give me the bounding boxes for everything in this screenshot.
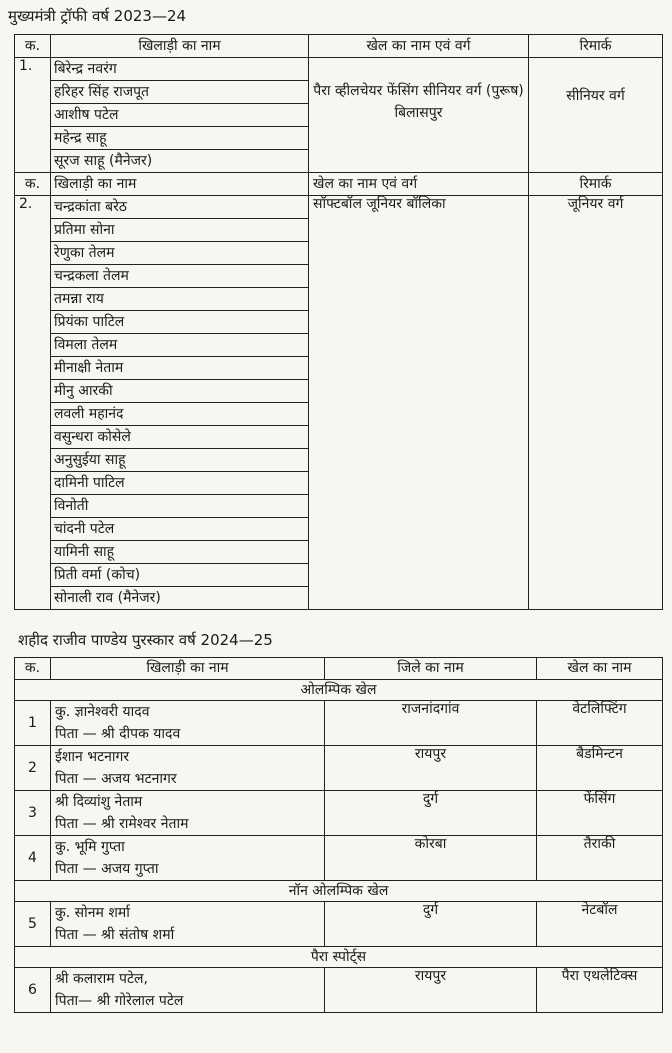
category-label: ओलम्पिक खेल [15, 680, 663, 701]
header-remark: रिमार्क [529, 35, 663, 58]
district-name: कोरबा [325, 836, 537, 881]
player-name: सोनाली राव (मैनेजर) [51, 587, 309, 610]
district-name: दुर्ग [325, 791, 537, 836]
sport-name: पैरा एथलेटिक्स [537, 968, 663, 1013]
sport-name: फेंसिंग [537, 791, 663, 836]
player-name: बिरेन्द्र नवरंग [51, 58, 309, 81]
sport-name: बैडमिन्टन [537, 746, 663, 791]
table-row [15, 196, 663, 219]
father-name: पिता — श्री रामेश्वर नेताम [55, 816, 189, 832]
header-player-name: खिलाड़ी का नाम [51, 35, 309, 58]
section2-title: शहीद राजीव पाण्डेय पुरस्कार वर्ष 2024—25 [18, 631, 273, 649]
table-row [15, 902, 663, 947]
player-name: दामिनी पाटिल [51, 472, 309, 495]
father-name: पिता — अजय गुप्ता [55, 861, 159, 877]
player-name: चन्द्रकला तेलम [51, 265, 309, 288]
player-name: कु. भूमि गुप्ता [55, 839, 125, 855]
player-name: सूरज साहू (मैनेजर) [51, 150, 309, 173]
award-header-row [15, 658, 663, 680]
row-number: 1 [15, 701, 51, 746]
header-serial: क. [15, 173, 51, 196]
row-number: 2 [15, 746, 51, 791]
header-remark: रिमार्क [529, 173, 663, 196]
district-name: दुर्ग [325, 902, 537, 947]
table-row [15, 58, 663, 81]
player-name: यामिनी साहू [51, 541, 309, 564]
row-number: 5 [15, 902, 51, 947]
sport-name: वेटलिफ्टिंग [537, 701, 663, 746]
header-player-name: खिलाड़ी का नाम [51, 173, 309, 196]
category-label: पैरा स्पोर्ट्स [15, 947, 663, 968]
sport-name: नेटबॉल [537, 902, 663, 947]
table-row [15, 836, 663, 881]
group-number: 2. [15, 196, 51, 610]
player-name: प्रतिमा सोना [51, 219, 309, 242]
player-name: प्रियंका पाटिल [51, 311, 309, 334]
player-name: वसुन्धरा कोसेले [51, 426, 309, 449]
player-name: ईशान भटनागर [55, 749, 130, 765]
header-serial: क. [15, 658, 51, 680]
player-name: मीनु आरकी [51, 380, 309, 403]
sport-name: तैराकी [537, 836, 663, 881]
player-name: विमला तेलम [51, 334, 309, 357]
father-name: पिता— श्री गोरेलाल पटेल [55, 993, 184, 1009]
category-label: नॉन ओलम्पिक खेल [15, 881, 663, 902]
player-name: महेन्द्र साहू [51, 127, 309, 150]
remark: सीनियर वर्ग [529, 58, 663, 173]
player-name: चांदनी पटेल [51, 518, 309, 541]
row-number: 4 [15, 836, 51, 881]
father-name: पिता — अजय भटनागर [55, 771, 177, 787]
category-row [15, 881, 663, 902]
header-district: जिले का नाम [325, 658, 537, 680]
player-name: विनोती [51, 495, 309, 518]
header-serial: क. [15, 35, 51, 58]
player-name: लवली महानंद [51, 403, 309, 426]
header-sport-category: खेल का नाम एवं वर्ग [309, 173, 529, 196]
player-name: हरिहर सिंह राजपूत [51, 81, 309, 104]
player-name: आशीष पटेल [51, 104, 309, 127]
player-name: श्री कलाराम पटेल, [55, 971, 148, 987]
section1-title: मुख्यमंत्री ट्रॉफी वर्ष 2023—24 [8, 7, 187, 25]
trophy-table [14, 34, 663, 610]
district-name: राजनांदगांव [325, 701, 537, 746]
table-row [15, 746, 663, 791]
player-name: चन्द्रकांता बरेठ [51, 196, 309, 219]
table-row [15, 791, 663, 836]
player-name: रेणुका तेलम [51, 242, 309, 265]
player-name: प्रिती वर्मा (कोच) [51, 564, 309, 587]
sport-category: पैरा व्हीलचेयर फेंसिंग सीनियर वर्ग (पुरूष) बिलासपुर [309, 58, 529, 173]
remark: जूनियर वर्ग [529, 196, 663, 610]
group-number: 1. [15, 58, 51, 173]
player-name: अनुसुईया साहू [51, 449, 309, 472]
father-name: पिता — श्री संतोष शर्मा [55, 927, 175, 943]
category-row [15, 947, 663, 968]
header-sport-category: खेल का नाम एवं वर्ग [309, 35, 529, 58]
father-name: पिता — श्री दीपक यादव [55, 726, 181, 742]
table-row [15, 968, 663, 1013]
player-name: तमन्ना राय [51, 288, 309, 311]
trophy-header-row [15, 35, 663, 58]
player-name: मीनाक्षी नेताम [51, 357, 309, 380]
player-name: श्री दिव्यांशु नेताम [55, 794, 143, 810]
category-row [15, 680, 663, 701]
district-name: रायपुर [325, 968, 537, 1013]
row-number: 6 [15, 968, 51, 1013]
row-number: 3 [15, 791, 51, 836]
district-name: रायपुर [325, 746, 537, 791]
trophy-subheader-row [15, 173, 663, 196]
header-player-name: खिलाड़ी का नाम [51, 658, 325, 680]
header-sport: खेल का नाम [537, 658, 663, 680]
player-name: कु. ज्ञानेश्वरी यादव [55, 704, 150, 720]
player-name: कु. सोनम शर्मा [55, 905, 130, 921]
award-table [14, 657, 663, 1013]
table-row [15, 701, 663, 746]
sport-category: सॉफ्टबॉल जूनियर बॉलिका [309, 196, 529, 610]
